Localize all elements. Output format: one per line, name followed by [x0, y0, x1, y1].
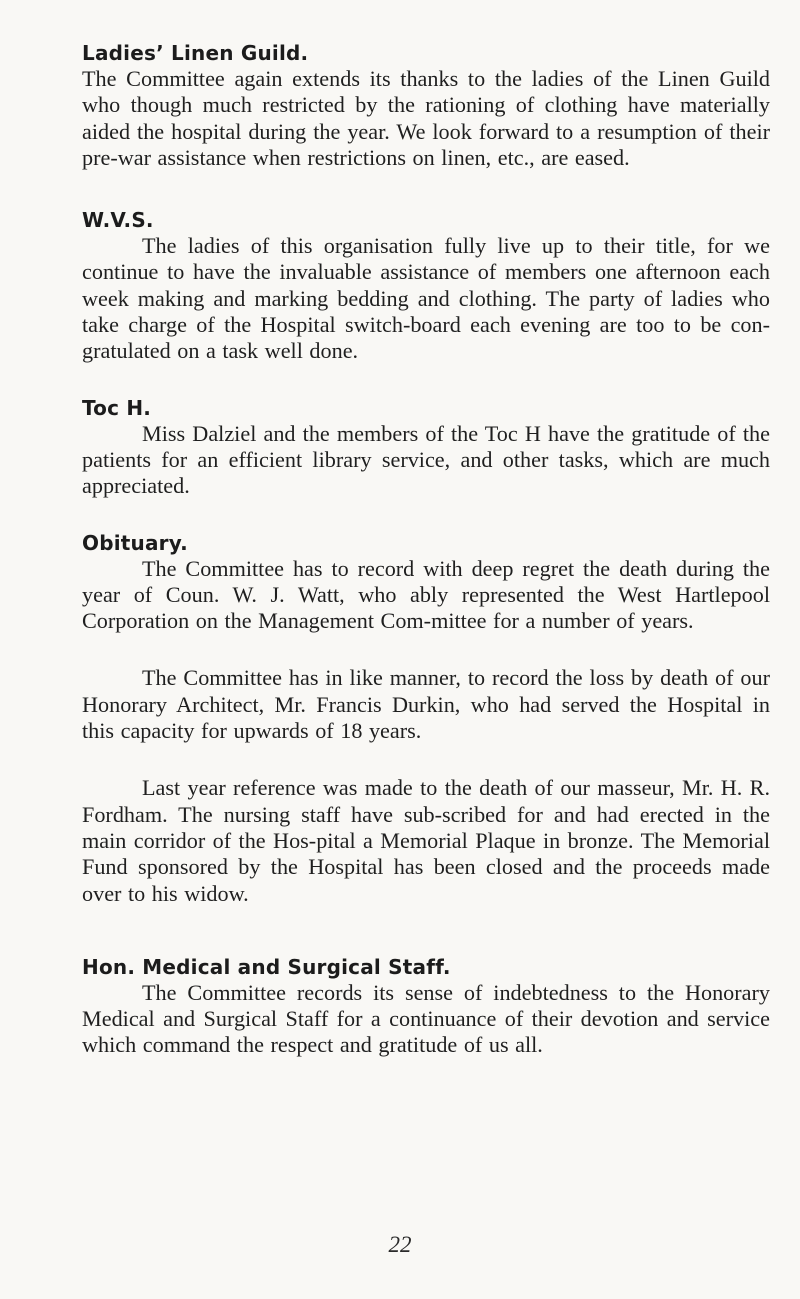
section-obituary	[82, 530, 770, 907]
document-page	[82, 40, 770, 1059]
paragraph-toc-h: Miss Dalziel and the members of the Toc H have the gratitude of the patients for an efficient library service, and other tasks, which are much appreciated.	[82, 420, 770, 499]
paragraph-linen-guild: The Committee again extends its thanks to the ladies of the Linen Guild who though much restricted by the rationing of clothing have materially aided the hospital during the year. We look forward to a resumption of their pre-war assistance when restrictions on linen, etc., are eased.	[82, 66, 770, 170]
paragraph-wvs: The ladies of this organisation fully live up to their title, for we continue to have the invaluable assistance of members one afternoon each week making and marking bedding and clothing. The party of ladies who take charge of the Hospital switch-board each evening are too to be con-gratulated on a task well done.	[82, 233, 770, 364]
paragraph-obituary-watt: The Committee has to record with deep regret the death during the year of Coun. W. J. Watt, who ably represented the West Hartlepool Corporation on the Management Com-mittee for a number of years.	[82, 555, 770, 634]
spacer	[82, 907, 770, 954]
section-heading-toc-h: Toc H.	[82, 395, 152, 420]
section-heading-wvs: W.V.S.	[82, 208, 154, 233]
paragraph-obituary-fordham: Last year reference was made to the death of our masseur, Mr. H. R. Fordham. The nursing staff have sub-scribed for and had erected in the main corridor of the Hos-pital a Memorial Plaque in bronze. The Memorial Fund sponsored by the Hospital has been closed and the proceeds made over to his widow.	[82, 775, 770, 906]
spacer	[82, 365, 770, 395]
section-linen-guild	[82, 40, 770, 171]
spacer	[82, 634, 770, 665]
section-toc-h	[82, 395, 770, 500]
spacer	[82, 500, 770, 530]
section-heading-hon-staff: Hon. Medical and Surgical Staff.	[82, 954, 451, 979]
page-number: 22	[388, 1232, 412, 1257]
section-hon-staff	[82, 954, 770, 1059]
section-wvs	[82, 207, 770, 364]
spacer	[82, 744, 770, 775]
section-heading-linen-guild: Ladies’ Linen Guild.	[82, 41, 309, 65]
spacer	[82, 171, 770, 207]
paragraph-obituary-durkin: The Committee has in like manner, to record the loss by death of our Honorary Architect, Mr. Francis Durkin, who had served the Hospital in this capacity for upwards of 18 years.	[82, 665, 770, 744]
paragraph-hon-staff: The Committee records its sense of indebtedness to the Honorary Medical and Surgical Staff for a continuance of their devotion and service which command the respect and gratitude of us all.	[82, 979, 770, 1058]
section-heading-obituary: Obituary.	[82, 530, 188, 555]
